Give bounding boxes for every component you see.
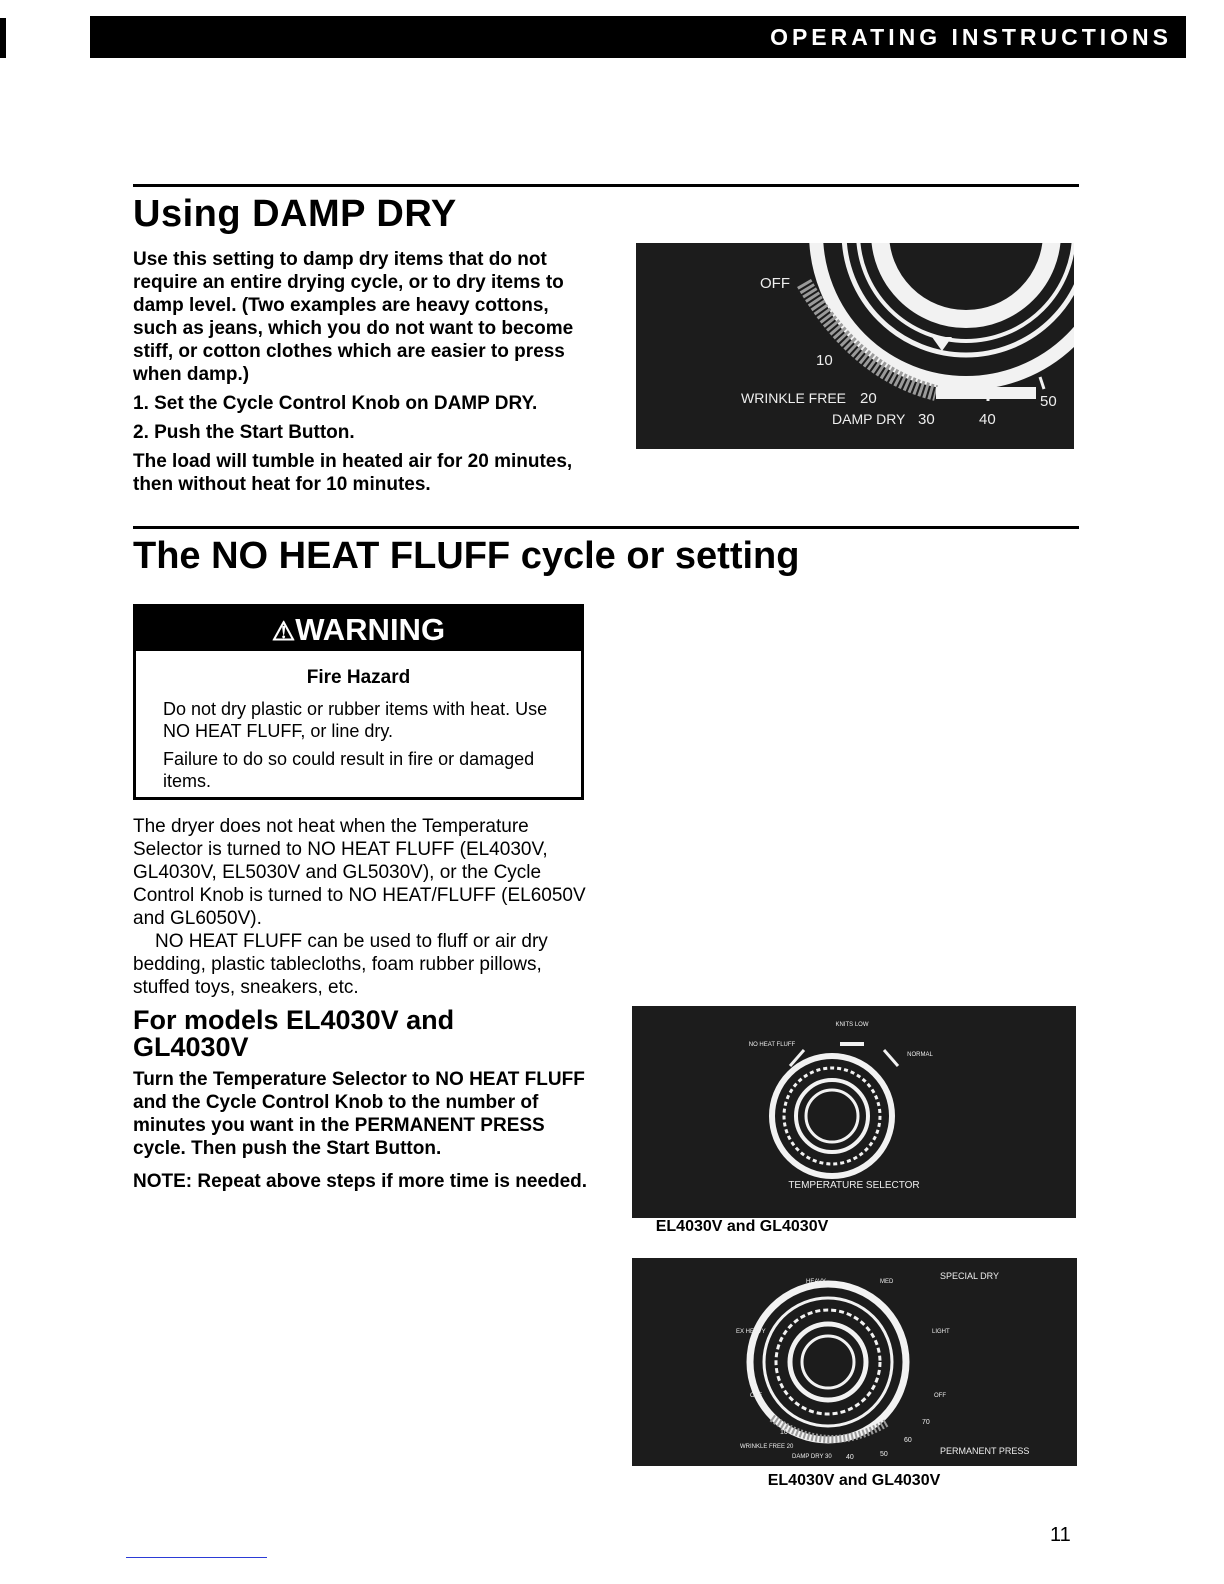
temp-label-normal: NORMAL [907, 1052, 933, 1058]
cycle-label-permanent-press: PERMANENT PRESS [940, 1446, 1030, 1456]
warning-text-2: Failure to do so could result in fire or damaged items. [163, 749, 535, 791]
damp-dry-step-1: 1. Set the Cycle Control Knob on DAMP DRY. [133, 393, 538, 414]
damp-dry-dial-image [636, 243, 1074, 449]
no-heat-fluff-para-1: The dryer does not heat when the Temperature Selector is turned to NO HEAT FLUFF (EL4030V, GL4030V, EL5030V and GL5030V), or the Cycle Control Knob is turned to NO HEAT/FLUFF (EL6050V and GL6050V). [133, 816, 586, 929]
page-number: 11 [1050, 1524, 1071, 1546]
damp-dry-step-2: 2. Push the Start Button. [133, 422, 355, 443]
cycle-label-wrinkle-free: WRINKLE FREE 20 [740, 1444, 794, 1450]
models-instructions: Turn the Temperature Selector to NO HEAT FLUFF and the Cycle Control Knob to the number of minutes you want in the PERMANENT PRESS cycle. Then push the Start Button. [133, 1069, 585, 1159]
dial-label-damp-dry: DAMP DRY [832, 411, 906, 427]
page-edge-mark [0, 18, 6, 58]
dial-label-20: 20 [860, 390, 877, 407]
note-label: NOTE: [133, 1171, 193, 1192]
dial-label-10: 10 [816, 352, 833, 369]
damp-dry-intro: Use this setting to damp dry items that do not require an entire drying cycle, or to dry items to damp level. (Two examples are heavy cottons, such as jeans, which you do not want to become stiff, or cotton clothes which are easier to press when damp.) [133, 249, 574, 385]
warning-text-1: Do not dry plastic or rubber items with heat. Use NO HEAT FLUFF, or line dry. [163, 699, 548, 741]
damp-dry-title: Using DAMP DRY [133, 193, 457, 235]
cycle-label-damp-dry: DAMP DRY 30 [792, 1454, 832, 1460]
cycle-label-60: 60 [904, 1437, 912, 1444]
no-heat-fluff-para-2: NO HEAT FLUFF can be used to fluff or air dry bedding, plastic tablecloths, foam rubber pillows, stuffed toys, sneakers, etc. [133, 931, 548, 998]
no-heat-fluff-title: The NO HEAT FLUFF cycle or setting [133, 535, 800, 577]
cycle-label-ex-heavy: EX HEAVY [736, 1329, 766, 1335]
bottom-underline [126, 1557, 267, 1558]
cycle-label-med: MED [880, 1279, 894, 1285]
dial-label-30: 30 [918, 411, 935, 428]
damp-dry-result: The load will tumble in heated air for 20 minutes, then without heat for 10 minutes. [133, 451, 573, 495]
cycle-label-off-right: OFF [934, 1393, 946, 1399]
models-body [133, 1068, 593, 1203]
dial-label-50: 50 [1040, 393, 1057, 410]
section-rule [133, 184, 1079, 187]
section-header-title: OPERATING INSTRUCTIONS [770, 24, 1172, 50]
damp-dry-body [133, 248, 593, 502]
dial-label-off: OFF [760, 275, 790, 292]
no-heat-fluff-body [133, 815, 593, 999]
temperature-selector-caption: EL4030V and GL4030V [655, 1218, 829, 1235]
cycle-label-light: LIGHT [932, 1329, 950, 1335]
warning-heading [136, 607, 581, 651]
note-text: Repeat above steps if more time is needed. [192, 1171, 588, 1192]
models-note [133, 1170, 593, 1193]
header-bar [90, 16, 1186, 58]
dial-label-40: 40 [979, 411, 996, 428]
cycle-label-10: 10 [780, 1429, 788, 1436]
section-rule [133, 526, 1079, 529]
dial-label-wrinkle-free: WRINKLE FREE [741, 390, 847, 406]
warning-box [133, 604, 584, 800]
temperature-selector-label: TEMPERATURE SELECTOR [788, 1180, 920, 1191]
cycle-label-70: 70 [922, 1419, 930, 1426]
cycle-label-50: 50 [880, 1451, 888, 1458]
warning-triangle-icon: ⚠ [271, 616, 296, 646]
warning-hazard-title: Fire Hazard [306, 667, 411, 688]
cycle-control-caption: EL4030V and GL4030V [767, 1472, 941, 1489]
cycle-label-40: 40 [846, 1454, 854, 1461]
temperature-selector-image [632, 1006, 1076, 1218]
temp-label-knits-low: KNITS LOW [835, 1022, 869, 1028]
models-heading: For models EL4030V and GL4030V [133, 1005, 455, 1062]
cycle-label-special-dry: SPECIAL DRY [940, 1271, 1000, 1281]
cycle-control-image [632, 1258, 1077, 1466]
temp-label-no-heat-fluff: NO HEAT FLUFF [748, 1042, 796, 1048]
warning-heading-text: WARNING [295, 612, 446, 647]
cycle-label-heavy: HEAVY [806, 1279, 826, 1285]
cycle-label-off-left: OFF [750, 1393, 762, 1399]
